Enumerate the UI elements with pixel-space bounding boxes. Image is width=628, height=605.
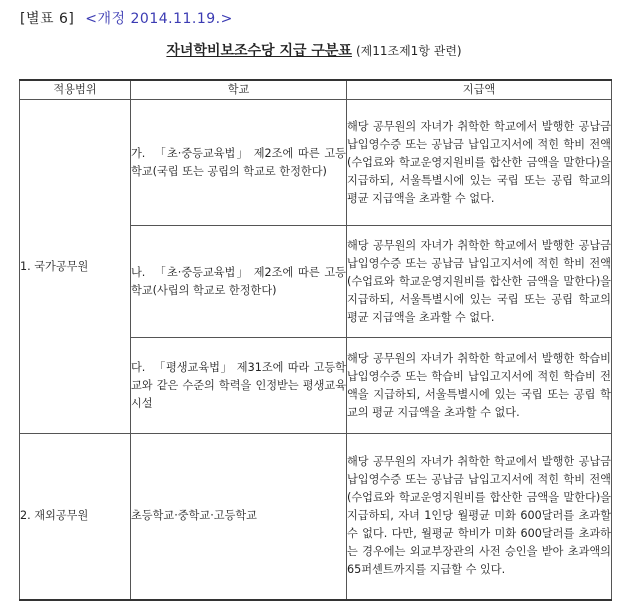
school-cell <box>131 434 347 600</box>
amount-cell: 해당 공무원의 자녀가 취학한 학교에서 발행한 공납금 납입영수증 또는 공납금 납입고지서에 적힌 학비 전액(수업료와 학교운영지원비를 합산한 금액을 말한다)을 지급하되, 자녀 1인당 월평균 미화 600달러를 초과할 수 없다. 다만, 월평균 학비가 미화 600달러를 초과하는 경우에는 외교부장관의 사전 승인을 받아 초과액의 65퍼센트까지를 지급할 수 있다. <box>347 434 612 600</box>
appendix-label: [별표 6] <box>20 11 75 27</box>
school-description: 「초·중등교육법」 제2조에 따른 고등학교(사립의 학교로 한정한다) <box>131 265 346 297</box>
item-marker: 다. <box>131 360 146 374</box>
title-main: 자녀학비보조수당 지급 구분표 <box>166 43 352 59</box>
document-header <box>20 8 233 28</box>
revision-note: <개정 2014.11.19.> <box>85 11 233 27</box>
school-cell <box>131 100 347 226</box>
amount-cell: 해당 공무원의 자녀가 취학한 학교에서 발행한 공납금 납입영수증 또는 공납금 납입고지서에 적힌 학비 전액(수업료와 학교운영지원비를 합산한 금액을 말한다)을 지급하되, 서울특별시에 있는 국립 또는 공립 학교의 평균 지급액을 초과할 수 없다. <box>347 226 612 338</box>
scope-overseas-civil-servant: 2. 재외공무원 <box>20 434 131 600</box>
scope-national-civil-servant: 1. 국가공무원 <box>20 100 131 434</box>
amount-cell: 해당 공무원의 자녀가 취학한 학교에서 발행한 학습비 납입영수증 또는 학습비 납입고지서에 적힌 학습비 전액을 지급하되, 서울특별시에 있는 국립 또는 공립 학교의 평균 지급액을 초과할 수 없다. <box>347 338 612 434</box>
column-header-scope: 적용범위 <box>20 80 131 100</box>
document-title <box>0 40 628 60</box>
school-text <box>131 145 346 181</box>
school-text <box>131 264 346 300</box>
school-text <box>131 359 346 413</box>
school-description: 「초·중등교육법」 제2조에 따른 고등학교(국립 또는 공립의 학교로 한정한다) <box>131 146 346 178</box>
title-sub: (제11조제1항 관련) <box>355 44 462 58</box>
column-header-amount: 지급액 <box>347 80 612 100</box>
school-cell <box>131 338 347 434</box>
item-marker: 가. <box>131 146 146 160</box>
school-description: 초등학교·중학교·고등학교 <box>131 509 257 523</box>
amount-cell: 해당 공무원의 자녀가 취학한 학교에서 발행한 공납금 납입영수증 또는 공납금 납입고지서에 적힌 학비 전액(수업료와 학교운영지원비를 합산한 금액을 말한다)을 지급하되, 서울특별시에 있는 국립 또는 공립 학교의 평균 지급액을 초과할 수 없다. <box>347 100 612 226</box>
allowance-table <box>19 79 612 601</box>
table-row <box>20 434 612 600</box>
school-cell <box>131 226 347 338</box>
table-row <box>20 100 612 226</box>
table-header-row <box>20 80 612 100</box>
column-header-school: 학교 <box>131 80 347 100</box>
school-description: 「평생교육법」 제31조에 따라 고등학교와 같은 수준의 학력을 인정받는 평생교육시설 <box>131 360 346 410</box>
item-marker: 나. <box>131 265 146 279</box>
